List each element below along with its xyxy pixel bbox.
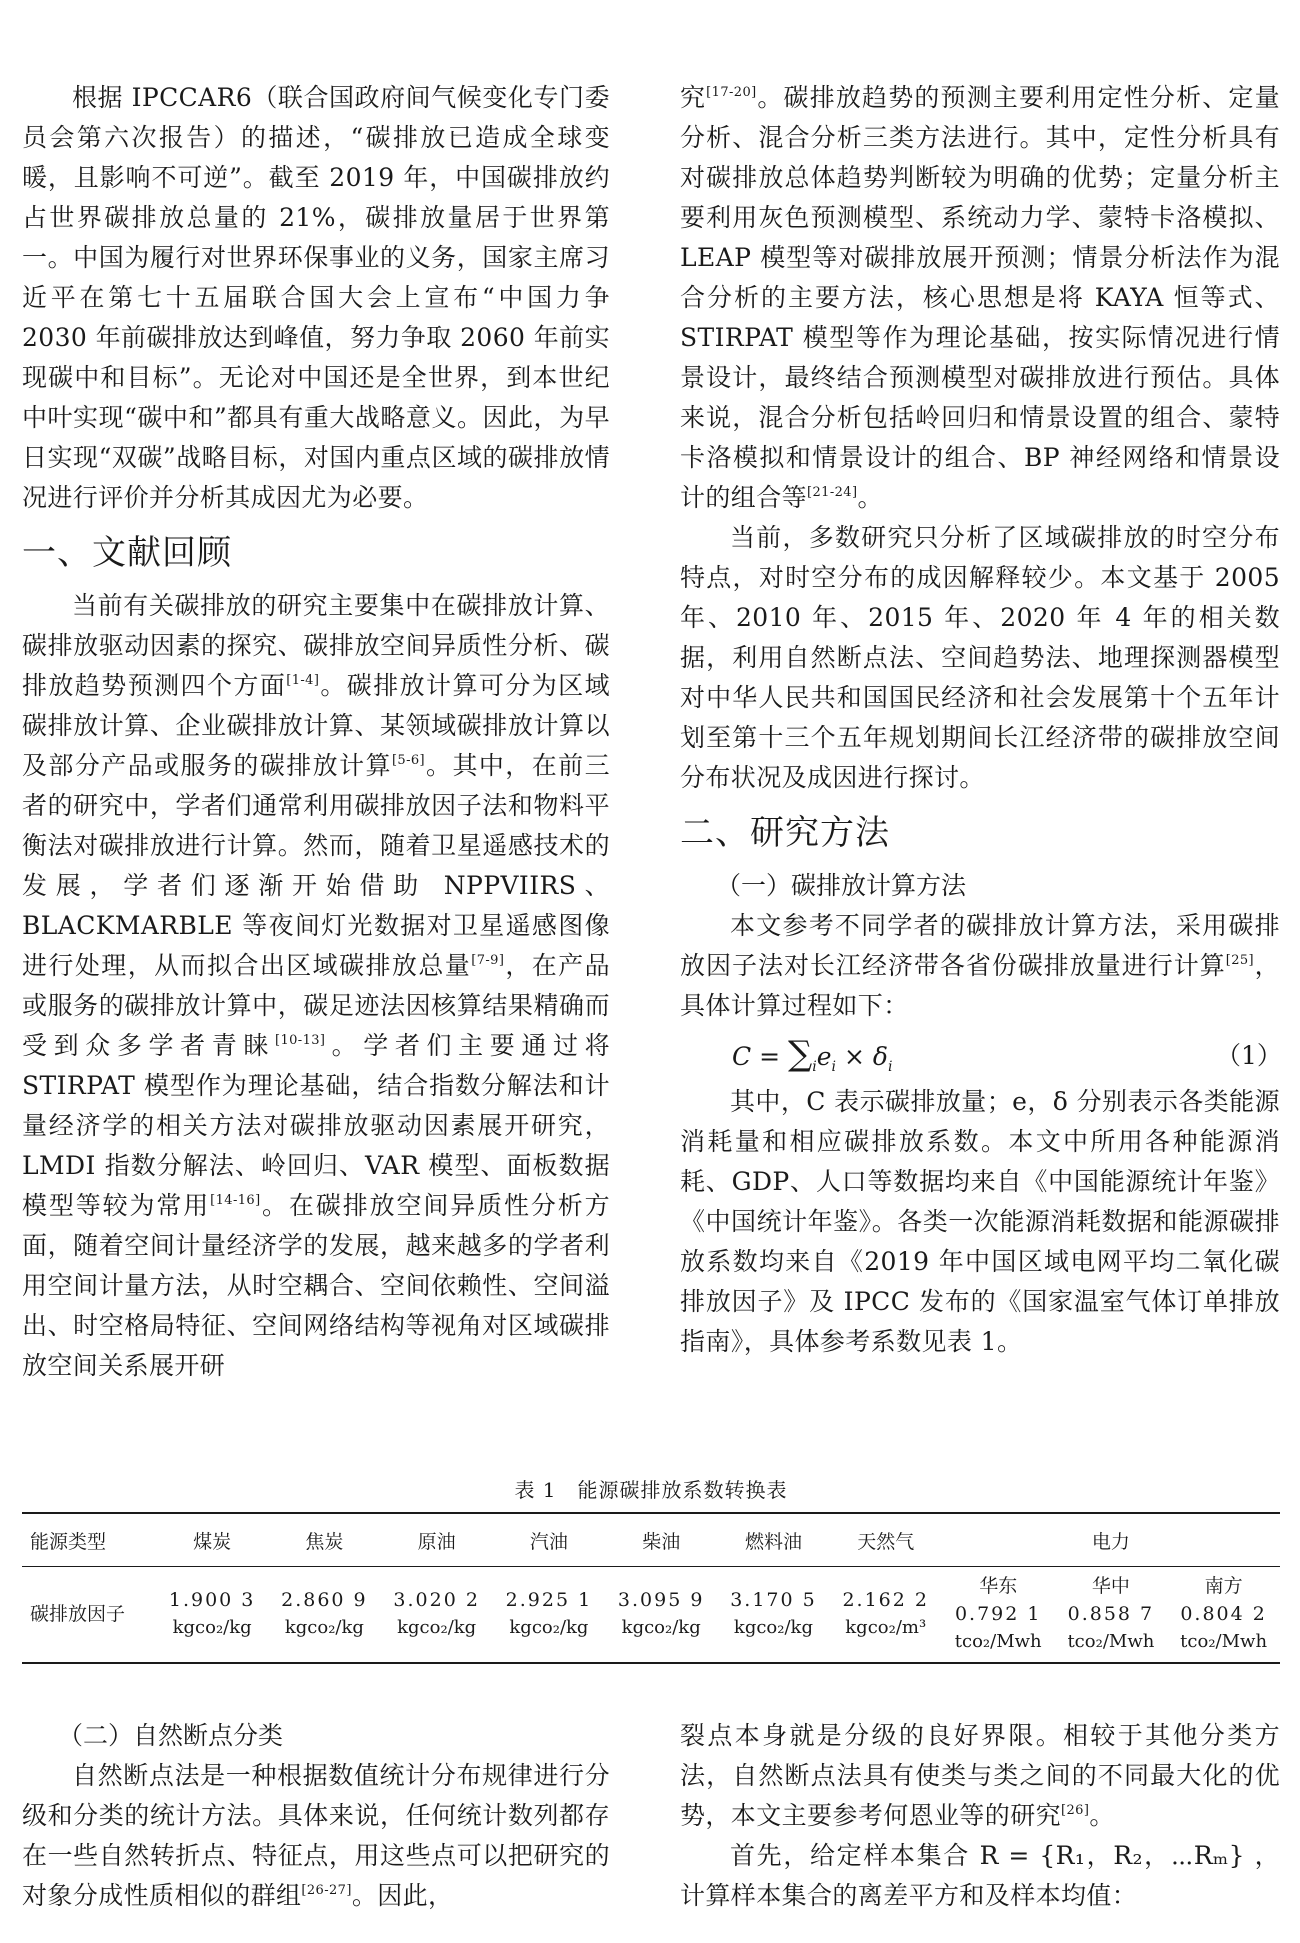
table-caption: 表 1 能源碳排放系数转换表	[514, 1478, 788, 1502]
literature-review-continued: 究[17-20]。碳排放趋势的预测主要利用定性分析、定量分析、混合分析三类方法进行。其中，定性分析具有对碳排放总体趋势判断较为明确的优势；定量分析主要利用灰色预测模型、系统动力学、蒙特卡洛模拟、LEAP 模型等对碳排放展开预测；情景分析法作为混合分析的主要方法，核心思想是将 KAYA 恒等式、STIRPAT 模型等作为理论基础，按实际情况进行情景设计，最终结合预测模型对碳排放进行预估。具体来说，混合分析包括岭回归和情景设置的组合、蒙特卡洛模拟和情景设计的组合、BP 神经网络和情景设计的组合等[21-24]。	[680, 83, 1280, 512]
equation-1	[680, 1026, 1280, 1082]
natural-breaks-continued: 裂点本身就是分级的良好界限。相较于其他分类方法，自然断点法具有使类与类之间的不同最大化的优势，本文主要参考何恩业等的研究[26]。	[680, 1721, 1280, 1830]
citation[interactable]: [17-20]	[706, 85, 757, 100]
header-electricity: 电力	[1091, 1530, 1130, 1553]
calc-method-paragraph: 本文参考不同学者的碳排放计算方法，采用碳排放因子法对长江经济带各省份碳排放量进行计算[25]，具体计算过程如下：	[680, 911, 1281, 1020]
citation[interactable]: [5-6]	[391, 753, 426, 768]
variable-definition-paragraph: 其中，C 表示碳排放量；e，δ 分别表示各类能源消耗量和相应碳排放系数。本文中所用各种能源消耗、GDP、人口等数据均来自《中国能源统计年鉴》《中国统计年鉴》。各类一次能源消耗数据和能源碳排放系数均来自《2019 年中国区域电网平均二氧化碳排放因子》及 IPCC 发布的《国家温室气体订单排放指南》，具体参考系数见表 1。	[680, 1087, 1280, 1356]
citation[interactable]: [26]	[1061, 1803, 1090, 1818]
header-energy-type: 能源类型	[30, 1530, 107, 1553]
intro-paragraph: 根据 IPCCAR6（联合国政府间气候变化专门委员会第六次报告）的描述，“碳排放已造成全球变暖，且影响不可逆”。截至 2019 年，中国碳排放约占世界碳排放总量的 21%，碳排放量居于世界第一。中国为履行对世界环保事业的义务，国家主席习近平在第七十五届联合国大会上宣布“中国力争 2030 年前碳排放达到峰值，努力争取 2060 年前实现碳中和目标”。无论对中国还是全世界，到本世纪中叶实现“碳中和”都具有重大战略意义。因此，为早日实现“双碳”战略目标，对国内重点区域的碳排放情况进行评价并分析其成因尤为必要。	[22, 83, 610, 512]
citation[interactable]: [21-24]	[807, 485, 858, 500]
header-coke: 焦炭	[305, 1530, 344, 1553]
cell-diesel: 3.095 9 kgco₂/kg	[617, 1589, 705, 1639]
section-heading-methods: 二、研究方法	[680, 813, 890, 853]
header-diesel: 柴油	[642, 1530, 681, 1553]
subsection-heading-carbon-calc: （一）碳排放计算方法	[716, 871, 967, 900]
citation[interactable]: [1-4]	[286, 673, 320, 688]
natural-breaks-paragraph: 自然断点法是一种根据数值统计分布规律进行分级和分类的统计方法。具体来说，任何统计数列都存在一些自然转折点、特征点，用这些点可以把研究的对象分成性质相似的群组[26-27]。因此，	[22, 1761, 610, 1910]
header-fuel-oil: 燃料油	[744, 1530, 802, 1553]
table-header-row	[22, 1513, 1280, 1567]
sample-set-paragraph: 首先，给定样本集合 R = {R₁，R₂，⋯Rₘ} ，计算样本集合的离差平方和及样本均值：	[680, 1841, 1280, 1910]
research-gap-paragraph: 当前，多数研究只分析了区域碳排放的时空分布特点，对时空分布的成因解释较少。本文基于 2005 年、2010 年、2015 年、2020 年 4 年的相关数据，利用自然断点法、空间趋势法、地理探测器模型对中华人民共和国国民经济和社会发展第十个五年计划至第十三个五年规划期间长江经济带的碳排放空间分布状况及成因进行探讨。	[680, 523, 1280, 792]
left-column	[22, 78, 610, 1386]
citation[interactable]: [7-9]	[471, 953, 505, 968]
cell-fuel-oil: 3.170 5 kgco₂/kg	[730, 1589, 817, 1639]
cell-power-south: 南方 0.804 2 tco₂/Mwh	[1180, 1575, 1268, 1653]
header-crude-oil: 原油	[417, 1530, 456, 1553]
row-label: 碳排放因子	[30, 1603, 126, 1626]
left-column-lower	[22, 1716, 610, 1916]
right-column-lower	[680, 1716, 1280, 1916]
citation[interactable]: [14-16]	[210, 1193, 261, 1208]
cell-coke: 2.860 9 kgco₂/kg	[281, 1589, 368, 1639]
equation-body: $C = \sum_ie_i \times \delta_i$	[732, 1033, 893, 1075]
table-row	[22, 1567, 1280, 1663]
citation[interactable]: [10-13]	[274, 1033, 326, 1048]
header-gasoline: 汽油	[529, 1530, 568, 1553]
header-coal: 煤炭	[193, 1530, 232, 1553]
cell-power-east: 华东 0.792 1 tco₂/Mwh	[954, 1575, 1042, 1653]
header-natural-gas: 天然气	[857, 1530, 915, 1553]
cell-crude-oil: 3.020 2 kgco₂/kg	[393, 1589, 480, 1639]
cell-coal: 1.900 3 kgco₂/kg	[168, 1589, 256, 1639]
subsection-heading-natural-breaks: （二）自然断点分类	[58, 1721, 284, 1750]
right-column	[680, 78, 1280, 1362]
cell-power-central: 华中 0.858 7 tco₂/Mwh	[1067, 1575, 1155, 1653]
equation-number: （1）	[1216, 1041, 1282, 1070]
cell-natural-gas: 2.162 2 kgco₂/m³	[842, 1589, 929, 1639]
literature-review-paragraph: 当前有关碳排放的研究主要集中在碳排放计算、碳排放驱动因素的探究、碳排放空间异质性分析、碳排放趋势预测四个方面[1-4]。碳排放计算可分为区域碳排放计算、企业碳排放计算、某领域碳排放计算以及部分产品或服务的碳排放计算[5-6]。其中，在前三者的研究中，学者们通常利用碳排放因子法和物料平衡法对碳排放进行计算。然而，随着卫星遥感技术的发展，学者们逐渐开始借助 NPPVIIRS、BLACKMARBLE 等夜间灯光数据对卫星遥感图像进行处理，从而拟合出区域碳排放总量[7-9]，在产品或服务的碳排放计算中，碳足迹法因核算结果精确而受到众多学者青睐[10-13]。学者们主要通过将 STIRPAT 模型作为理论基础，结合指数分解法和计量经济学的相关方法对碳排放驱动因素展开研究，LMDI 指数分解法、岭回归、VAR 模型、面板数据模型等较为常用[14-16]。在碳排放空间异质性分析方面，随着空间计量经济学的发展，越来越多的学者利用空间计量方法，从时空耦合、空间依赖性、空间溢出、时空格局特征、空间网络结构等视角对区域碳排放空间关系展开研	[22, 591, 611, 1380]
section-heading-literature-review: 一、文献回顾	[22, 533, 232, 573]
table-1	[22, 1476, 1280, 1664]
citation[interactable]: [25]	[1225, 953, 1255, 968]
emission-factor-table	[22, 1512, 1280, 1664]
cell-gasoline: 2.925 1 kgco₂/kg	[505, 1589, 593, 1639]
citation[interactable]: [26-27]	[301, 1883, 352, 1898]
